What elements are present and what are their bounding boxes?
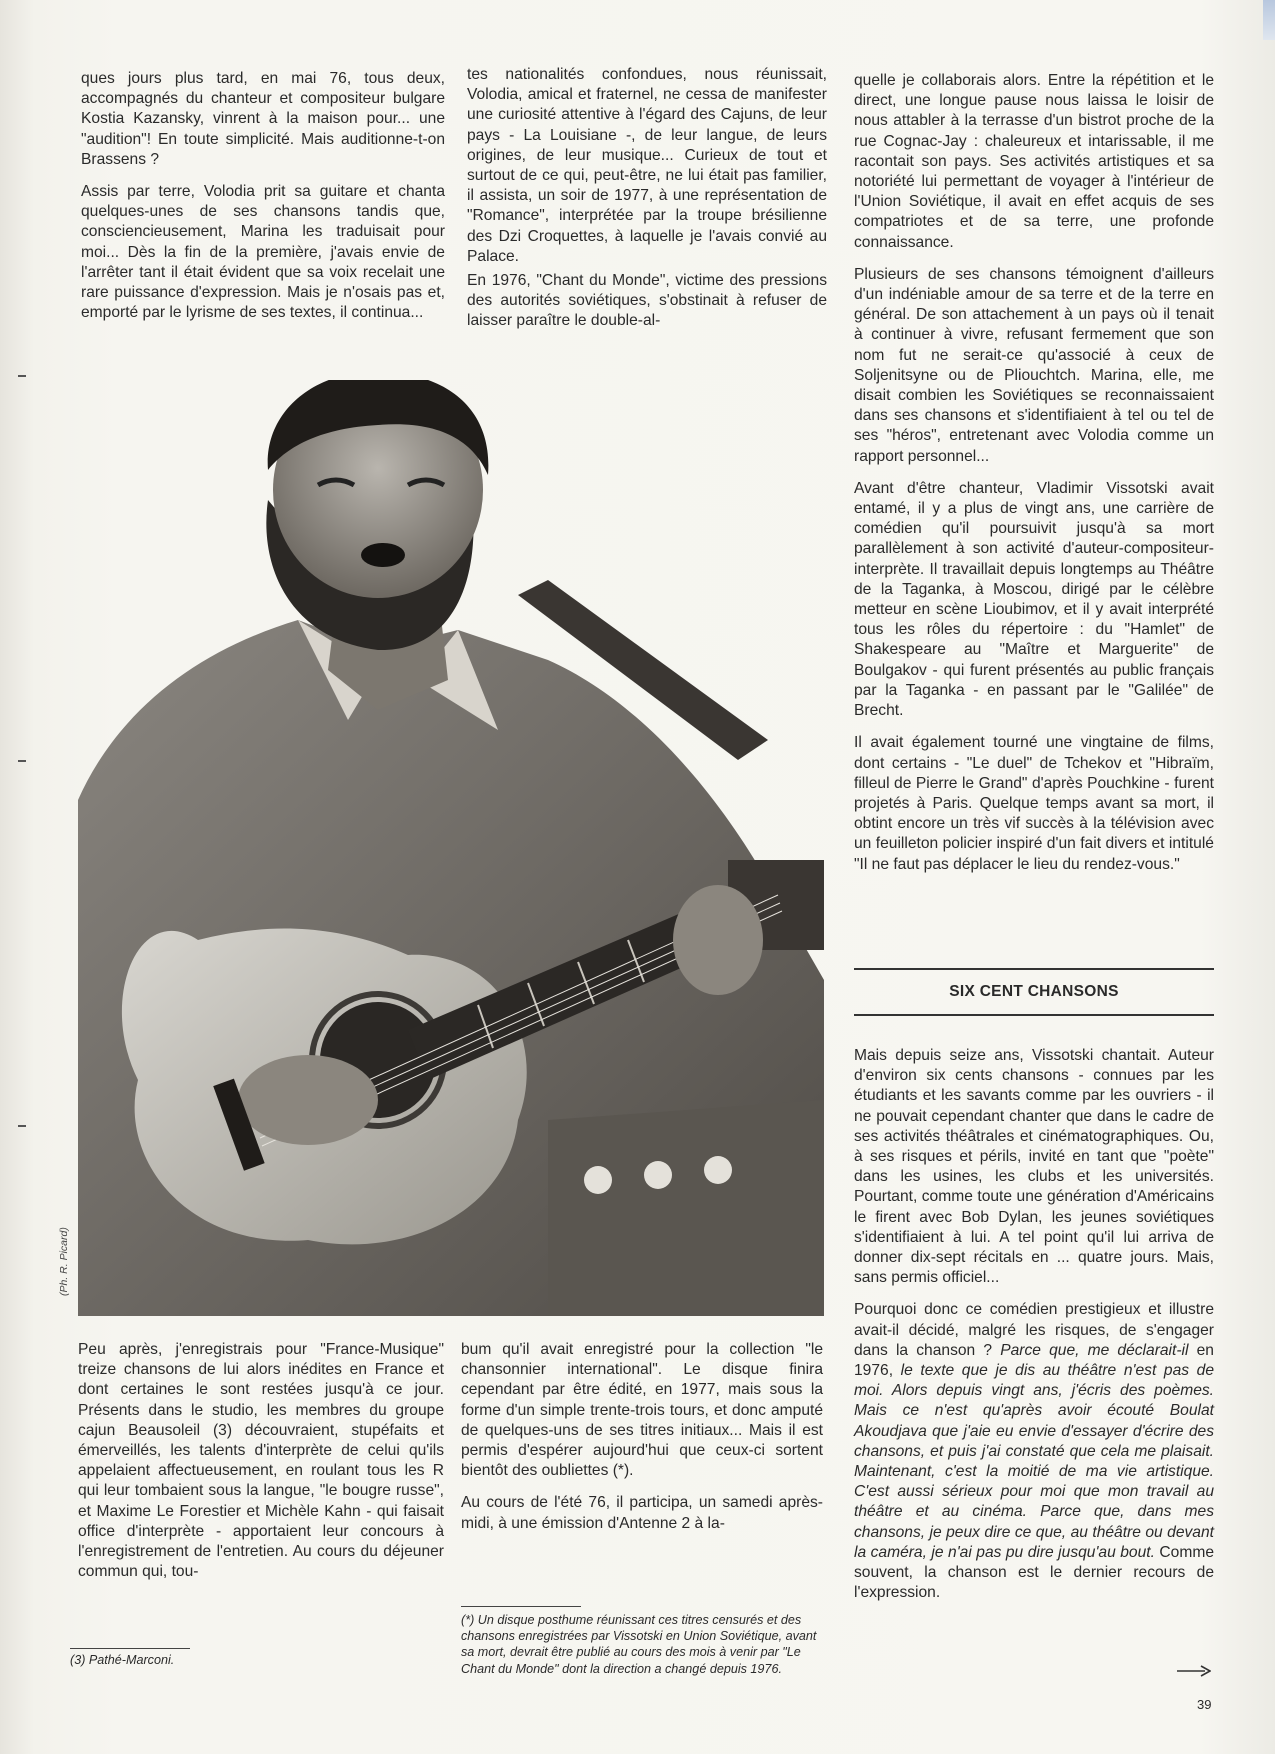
column-3-top (854, 71, 1214, 887)
column-1-top (81, 69, 445, 335)
page-edge-tab (1263, 0, 1275, 40)
paragraph: quelle je collaborais alors. Entre la répétition et le direct, une longue pause nous laissa le loisir de nous attabler à la terrasse d'un bistrot proche de la rue Cognac-Jay : chaleureux et intarissable, il me racontait son pays. Ses activités artistiques et sa notoriété lui permettant de voyager à l'intérieur de l'Union Soviétique, il avait en effet acquis de ses compatriotes et de sa terre, une profonde connaissance. (854, 72, 1214, 251)
footnote-rule (70, 1648, 190, 1649)
quote-span: le texte que je dis au théâtre n'est pas de moi. Alors depuis vingt ans, j'écris des poèmes. Mais ce n'est qu'après avoir écouté Boulat Akoudjava que j'aie eu envie d'essayer d'écrire des chansons, et puis j'ai constaté que cela me plaisait. Maintenant, c'est la moitié de ma vie artistique. C'est aussi sérieux pour moi que mon travail au théâtre et au cinéma. Parce que, dans mes chansons, je peux dire ce que, au théâtre ou devant la caméra, je n'ai pas pu dire jusqu'au bout. (854, 1362, 1214, 1561)
heading-rule-bottom (854, 1014, 1214, 1016)
singer-with-guitar-illustration (78, 380, 824, 1316)
paragraph: Au cours de l'été 76, il participa, un samedi après-midi, à une émission d'Antenne 2 à la- (461, 1494, 823, 1532)
paragraph: Il avait également tourné une vingtaine de films, dont certains - "Le duel" de Tchekov et "Hibraïm, filleul de Pierre le Grand" d'après Pouchkine - furent projetés à Paris. Quelque temps avant sa mort, il obtint encore un très vif succès à la télévision avec un feuilleton policier inspiré d'un fait divers et intitulé "Il ne faut pas déplacer le lieu du rendez-vous." (854, 734, 1214, 873)
paragraph: En 1976, "Chant du Monde", victime des pressions des autorités soviétiques, s'obstinait à refuser de laisser paraître le double-al- (467, 272, 827, 330)
heading-rule-top (854, 968, 1214, 970)
margin-mark (18, 760, 26, 762)
column-2-bottom (461, 1340, 823, 1546)
paragraph: Avant d'être chanteur, Vladimir Vissotski avait entamé, il y a plus de vingt ans, une carrière de comédien qu'il poursuivit jusqu'à sa mort parallèlement à son activité d'auteur-compositeur-interprète. Il travaillait depuis longtemps au Théâtre de la Taganka, à Moscou, dirigé par le célèbre metteur en scène Lioubimov, et il y avait interprété tous les rôles du répertoire : du "Hamlet" de Shakespeare au "Maître et Marguerite" de Boulgakov - qui furent présentés au public français par la Taganka - en passant par le "Galilée" de Brecht. (854, 479, 1214, 720)
text-span: en 1976, (854, 1341, 1214, 1380)
quote-span: Parce que, me déclarait-il (1000, 1341, 1189, 1359)
paragraph: tes nationalités confondues, nous réunissait, Volodia, amical et fraternel, ne cessa de manifester une curiosité attentive à l'égard des Cajuns, de leur pays - La Louisiane -, de leur langue, de leurs origines, de leur musique... Curieux de tout et surtout de ce qui, peut-être, ne lui était pas familier, il assista, un soir de 1977, à une représentation de "Romance", interprétée par la troupe brésilienne des Dzi Croquettes, à laquelle je l'avais convié au Palace. (467, 66, 827, 265)
column-1-bottom (78, 1340, 444, 1594)
paragraph: ques jours plus tard, en mai 76, tous deux, accompagnés du chanteur et compositeur bulgare Kostia Kazansky, vinrent à la maison pour... une "audition"! En toute simplicité. Mais auditionne-t-on Brassens ? (81, 70, 445, 168)
section-heading: SIX CENT CHANSONS (949, 983, 1119, 1000)
paragraph: Plusieurs de ses chansons témoignent d'ailleurs d'un indéniable amour de sa terre et de la terre en général. De son attachement à un pays où il tenait à continuer à vivre, refusant fermement que son nom fut ne serait-ce qu'associé à ceux de Soljenitsyne ou de Pliouchtch. Marina, elle, me disait combien les Soviétiques se reconnaissaient dans ses chansons et s'identifiaient à tel ou tel de ses "héros", entretenant avec Volodia comme un rapport personnel... (854, 265, 1214, 465)
paragraph: Assis par terre, Volodia prit sa guitare et chanta quelques-unes de ses chansons tandis que, consciencieusement, Marina les traduisait pour moi... Dès la fin de la première, j'avais envie de l'arrêter tant il était évident que sa voix recelait une rare puissance d'expression. Mais je n'osais pas et, emporté par le lyrisme de ses textes, il continua... (81, 183, 445, 322)
margin-mark (18, 375, 26, 377)
footnote-rule (461, 1606, 581, 1607)
continue-arrow-icon (1177, 1665, 1211, 1677)
column-3-bottom (854, 1046, 1214, 1615)
singer-photo (78, 380, 824, 1316)
footnote-3: (3) Pathé-Marconi. (70, 1653, 175, 1667)
paragraph-quote (854, 1300, 1214, 1603)
paragraph: Mais depuis seize ans, Vissotski chantait. Auteur d'environ six cents chansons - connues par les étudiants et les savants comme par les ouvriers - il ne pouvait cependant chanter que dans le cadre de ses activités théâtrales et cinématographiques. Ou, à ses risques et périls, invité en tant que "poète" dans les usines, les clubs et les universités. Pourtant, comme toute une génération d'Américains le firent avec Bob Dylan, les jeunes soviétiques s'identifiaient à lui. A tel point qu'il lui arriva de donner dix-sept récitals en ... quatre jours. Mais, sans permis officiel... (854, 1047, 1214, 1287)
photo-credit: (Ph. R. Picard) (58, 1227, 70, 1296)
paragraph: Peu après, j'enregistrais pour "France-Musique" treize chansons de lui alors inédites en France et dont certaines le sont restées jusqu'à ce jour. Présents dans le studio, les membres du groupe cajun Beausoleil (3) découvraient, stupéfaits et émerveillés, les talents d'interprète de celui qu'ils appelaient affectueusement, en roulant tous les R qui leur tombaient sous la langue, "le bougre russe", et Maxime Le Forestier et Michèle Kahn - qui faisait office d'interprète - apportaient leur concours à l'enregistrement de l'entretien. Au cours du déjeuner commun qui, tou- (78, 1341, 444, 1581)
page-number: 39 (1197, 1697, 1212, 1712)
paragraph: bum qu'il avait enregistré pour la collection "le chansonnier international". Le disque finira cependant par être édité, en 1977, mais sous la forme d'un simple trente-trois tours, et donc amputé de quelques-uns de ses titres initiaux... Mais il est permis d'espérer aujourd'hui que ceux-ci sortent bientôt des oubliettes (*). (461, 1341, 823, 1480)
footnote-star: (*) Un disque posthume réunissant ces titres censurés et des chansons enregistrées par Vissotski en Union Soviétique, avant sa mort, devrait être publié au cours des mois à venir par "Le Chant du Monde" dont la direction a changé depuis 1976. (461, 1613, 817, 1676)
margin-mark (18, 1125, 26, 1127)
column-2-top (467, 65, 827, 344)
text-span: Pourquoi donc ce comédien prestigieux et illustre avait-il décidé, malgré les risques, de s'engager dans la chanson ? (854, 1301, 1214, 1359)
text-span: Comme souvent, la chanson est le dernier recours de l'expression. (854, 1543, 1214, 1602)
